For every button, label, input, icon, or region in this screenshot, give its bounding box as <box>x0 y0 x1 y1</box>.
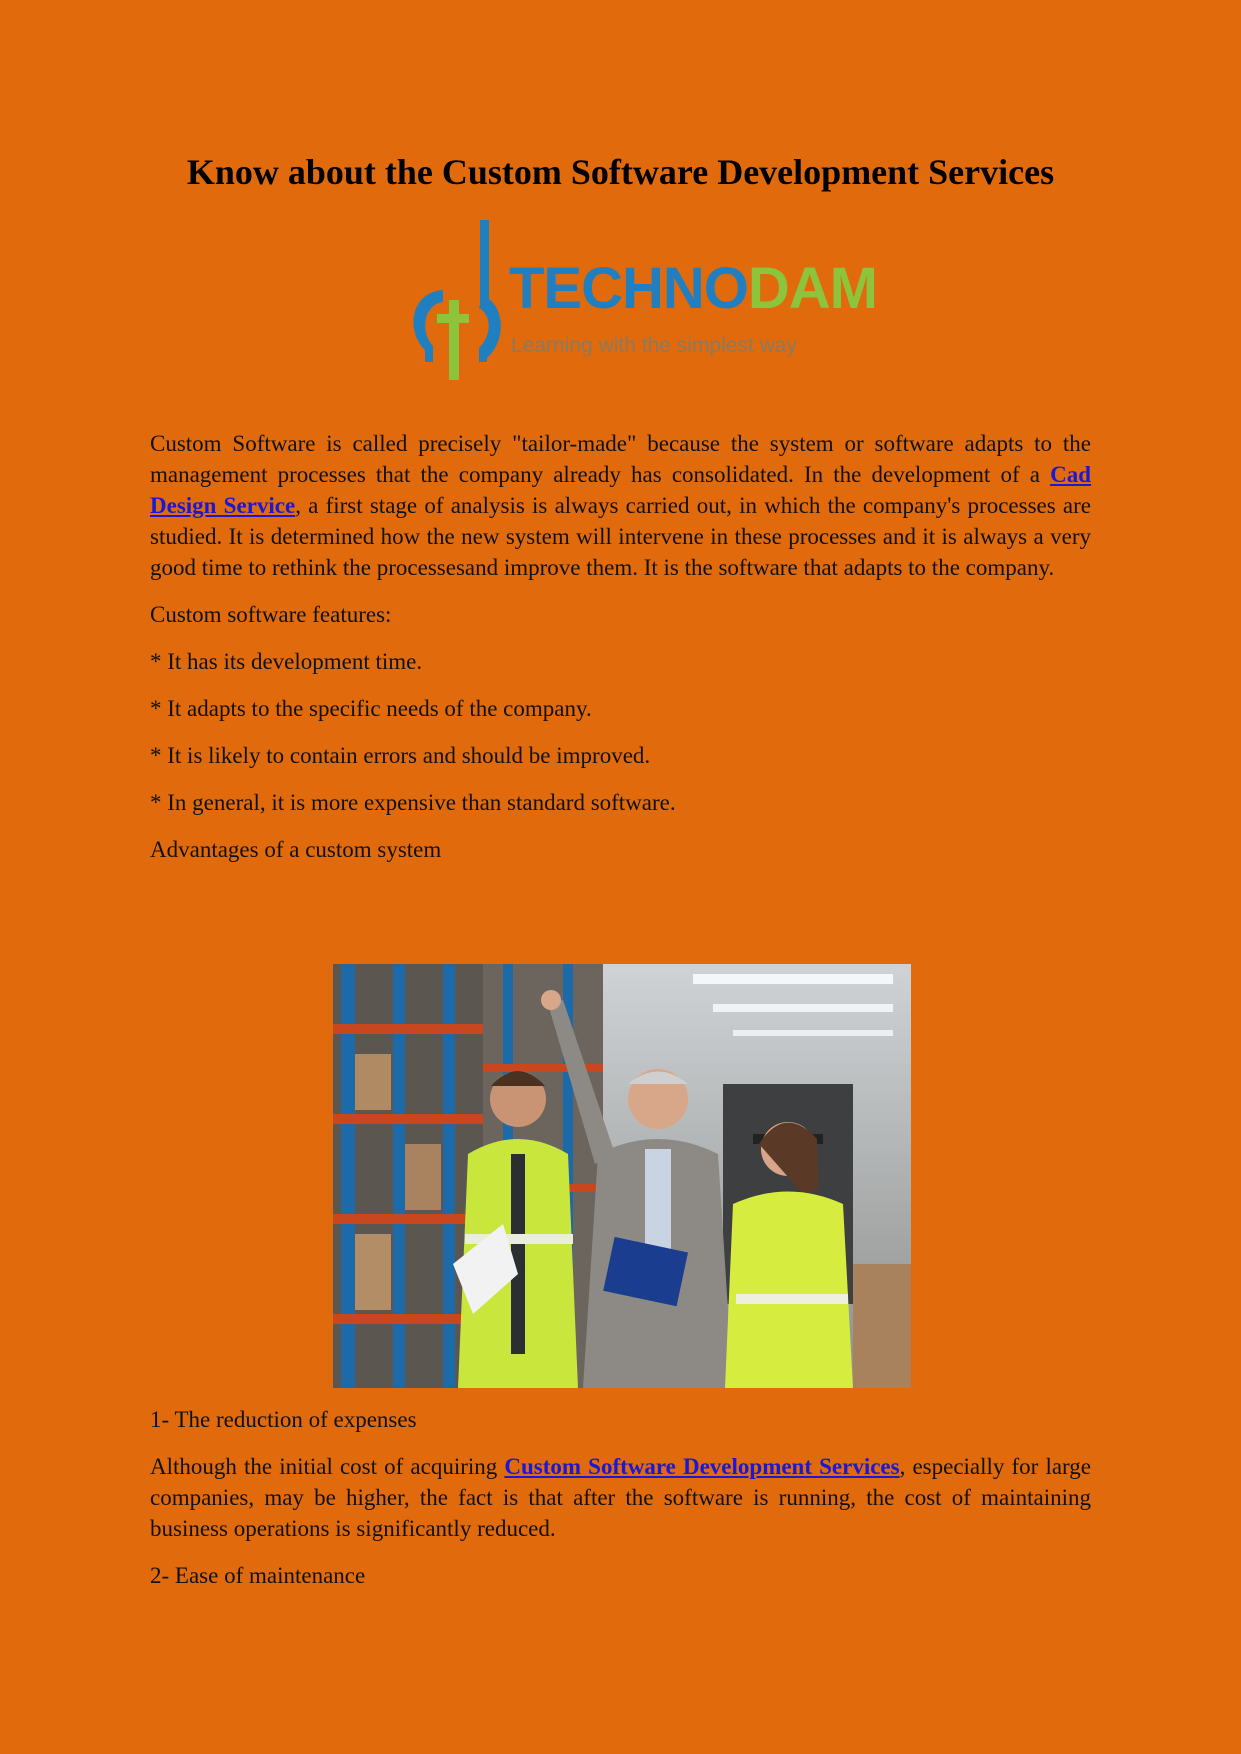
advantage-2-heading: 2- Ease of maintenance <box>150 1563 366 1588</box>
custom-software-services-link[interactable]: Custom Software Development Services <box>504 1454 900 1479</box>
intro-text-start: Custom Software is called precisely "tailor-made" because the system or software adapts to the management processes that the company already has consolidated. In the development of a <box>150 431 1091 487</box>
advantage-1-text-end: , especially for large companies, may be higher, the fact is that after the software is running, the cost of maintaining business operations is significantly reduced. <box>150 1454 1091 1541</box>
feature-item: * In general, it is more expensive than standard software. <box>150 790 676 815</box>
intro-text-end: , a first stage of analysis is always carried out, in which the company's processes are studied. It is determined how the new system will intervene in these processes and it is always a very good time to rethink the processesand improve them. It is the software that adapts to the company. <box>150 493 1091 580</box>
features-heading: Custom software features: <box>150 602 392 627</box>
advantages-heading: Advantages of a custom system <box>150 837 442 862</box>
cad-design-service-link[interactable]: Cad Design Service <box>150 462 1091 518</box>
feature-item: * It is likely to contain errors and should be improved. <box>150 743 651 768</box>
logo-emblem-icon <box>413 220 500 380</box>
logo-brand-part2: DAM <box>747 256 877 321</box>
advantage-1-text-start: Although the initial cost of acquiring <box>150 1454 505 1479</box>
logo-tagline: Learning with the simplest way <box>511 334 797 357</box>
logo-brand-part1: TECHNO <box>509 256 748 321</box>
advantage-1-heading: 1- The reduction of expenses <box>150 1407 417 1432</box>
feature-item: * It adapts to the specific needs of the company. <box>150 696 592 721</box>
advantage-1-paragraph <box>150 1451 1091 1544</box>
article-body-bottom <box>150 1404 1091 1607</box>
page-title: Know about the Custom Software Development Services <box>186 152 1055 192</box>
technodam-logo <box>403 218 877 386</box>
feature-item: * It has its development time. <box>150 649 423 674</box>
warehouse-workers-photo <box>333 964 911 1388</box>
intro-paragraph <box>150 428 1091 583</box>
svg-text:TECHNODAM <box>509 256 877 321</box>
article-body-top <box>150 428 1091 881</box>
